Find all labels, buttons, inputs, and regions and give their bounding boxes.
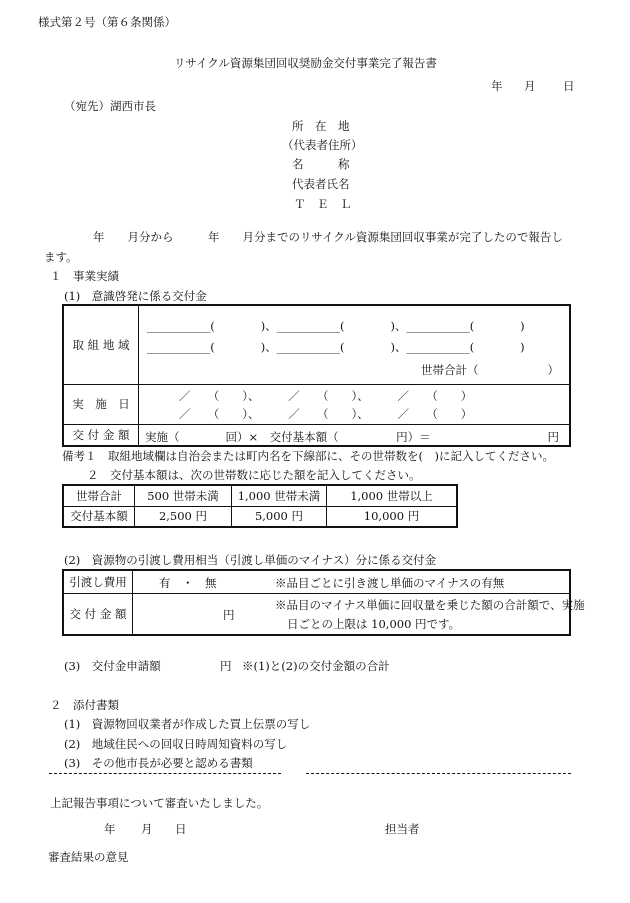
review-opinion: 審査結果の意見	[48, 850, 129, 864]
fee-label: 引渡し費用	[63, 570, 133, 593]
rate-table	[62, 484, 458, 528]
section-2-heading: ２ 添付書類	[50, 698, 119, 712]
rate-cell: 1,000 世帯未満	[232, 485, 327, 506]
area-row-2: ___________( )、___________( )、___________( )	[147, 340, 525, 354]
rate-cell: 5,000 円	[232, 506, 327, 527]
review-date-year: 年	[104, 822, 116, 836]
addressee: （宛先）湖西市長	[64, 99, 156, 113]
amount-cell	[139, 424, 571, 446]
amount-2-unit: 円	[223, 607, 235, 622]
review-statement: 上記報告事項について審査いたしました。	[50, 796, 269, 810]
rate-cell: 世帯合計	[63, 485, 135, 506]
amount-2-note-2: 日ごとの上限は 10,000 円です。	[287, 616, 461, 631]
grant-table-2	[62, 569, 585, 636]
divider-left	[49, 773, 281, 774]
attachment-item: (2) 地域住民への回収日時周知資料の写し	[64, 737, 288, 751]
rate-cell: 500 世帯未満	[135, 485, 232, 506]
household-total: 世帯合計（ ）	[421, 363, 559, 377]
amount-2-label: 交 付 金 額	[63, 593, 133, 635]
form-number: 様式第２号（第６条関係）	[38, 15, 176, 29]
applicant-address-label: 所 在 地	[292, 119, 350, 133]
fee-note: ※品目ごとに引き渡し単価のマイナスの有無	[275, 576, 505, 590]
applicant-name-label: 名 称	[292, 157, 350, 171]
applicant-rep-name-label: 代表者氏名	[292, 177, 350, 191]
subsection-3-label: (3) 交付金申請額	[64, 659, 161, 673]
area-label: 取 組 地 域	[63, 305, 139, 384]
rate-cell: 10,000 円	[327, 506, 458, 527]
date-day: 日	[563, 79, 575, 93]
amount-unit: 円	[547, 429, 559, 444]
review-date-month: 月	[141, 822, 153, 836]
amount-2-note-1: ※品目のマイナス単価に回収量を乗じた額の合計額で、実施	[275, 597, 585, 612]
attachment-item: (1) 資源物回収業者が作成した買上伝票の写し	[64, 717, 311, 731]
rate-cell: 交付基本額	[63, 506, 135, 527]
grant-table-1	[62, 304, 571, 447]
area-cell	[139, 305, 571, 384]
rate-cell: 2,500 円	[135, 506, 232, 527]
note-2: ２ 交付基本額は、次の世帯数に応じた額を記入してください。	[87, 468, 421, 482]
section-1-heading: １ 事業実績	[50, 269, 119, 283]
subsection-2-heading: (2) 資源物の引渡し費用相当（引渡し単価のマイナス）分に係る交付金	[64, 553, 437, 567]
review-date-day: 日	[175, 822, 187, 836]
date-month: 月	[524, 79, 536, 93]
applicant-tel-label: Ｔ Ｅ Ｌ	[294, 197, 352, 211]
date-label: 実 施 日	[63, 384, 139, 424]
amount-label: 交 付 金 額	[63, 424, 139, 446]
note-1: 備考１ 取組地域欄は自治会または町内名を下線部に、その世帯数を( )に記入してください。	[62, 449, 554, 463]
intro-line-2: ます。	[44, 250, 78, 264]
subsection-3-unit: 円	[220, 659, 232, 673]
date-row-1: ／ （ ）、 ／ （ ）、 ／ （ ）	[179, 388, 473, 403]
fee-cell	[133, 570, 571, 593]
fee-value: 有 ・ 無	[159, 576, 217, 590]
review-officer: 担当者	[385, 822, 420, 836]
subsection-1-heading: (1) 意識啓発に係る交付金	[64, 289, 207, 303]
amount-2-cell	[133, 593, 585, 635]
date-cell	[139, 384, 571, 424]
document-title: リサイクル資源集団回収奨励金交付事業完了報告書	[174, 56, 437, 70]
intro-line-1: 年 月分から 年 月分までのリサイクル資源集団回収事業が完了したので報告し	[93, 230, 563, 244]
rate-cell: 1,000 世帯以上	[327, 485, 458, 506]
area-row-1: ___________( )、___________( )、___________( )	[147, 319, 525, 333]
divider-right	[306, 773, 571, 774]
attachment-item: (3) その他市長が必要と認める書類	[64, 756, 253, 770]
date-row-2: ／ （ ）、 ／ （ ）、 ／ （ ）	[179, 406, 473, 421]
subsection-3-note: ※(1)と(2)の交付金額の合計	[242, 659, 390, 673]
applicant-rep-address-label: （代表者住所）	[282, 138, 363, 152]
date-year: 年	[491, 79, 503, 93]
amount-formula: 実施（ 回）× 交付基本額（ 円）＝	[145, 429, 431, 444]
